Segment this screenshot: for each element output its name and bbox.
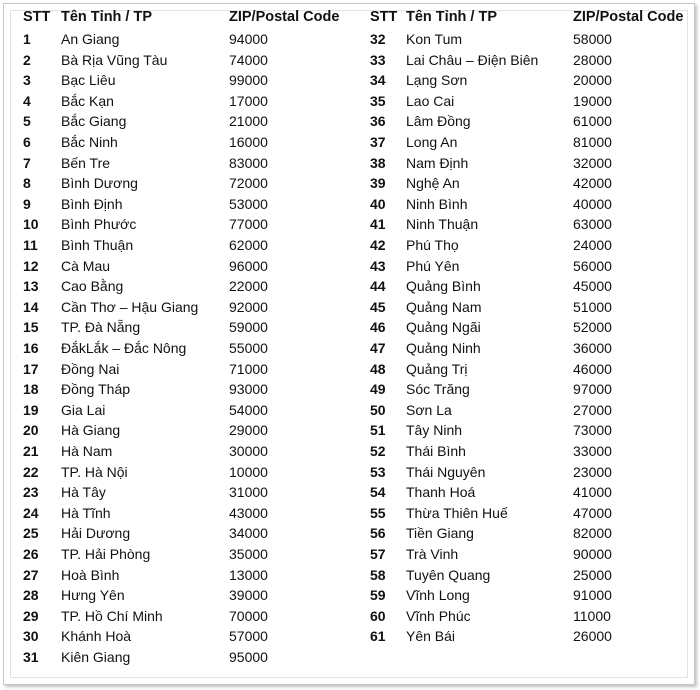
province-name: Đồng Tháp [61, 381, 131, 398]
postal-code: 83000 [229, 154, 268, 171]
province-name: Tiền Giang [406, 525, 474, 542]
postal-code: 45000 [573, 278, 612, 295]
row-number: 13 [23, 278, 39, 295]
province-name: Nam Định [406, 154, 469, 171]
postal-code: 73000 [573, 422, 612, 439]
postal-code: 55000 [229, 340, 268, 356]
province-name: Bà Rịa Vũng Tàu [61, 51, 168, 68]
row-number: 7 [23, 154, 31, 171]
province-name: Thừa Thiên Huế [406, 504, 508, 521]
row-number: 35 [370, 92, 386, 109]
postal-code: 53000 [229, 195, 268, 212]
province-name: Hải Dương [61, 525, 131, 542]
row-number: 27 [23, 566, 39, 583]
row-number: 23 [23, 484, 39, 501]
postal-code: 63000 [573, 216, 612, 233]
province-name: Bình Phước [61, 216, 137, 233]
row-number: 12 [23, 257, 39, 274]
postal-code: 82000 [573, 525, 612, 542]
header-zip-right: ZIP/Postal Code [573, 9, 684, 25]
postal-code: 23000 [573, 463, 612, 480]
header-name-right: Tên Tỉnh / TP [406, 9, 498, 25]
row-number: 6 [23, 134, 31, 150]
province-name: Yên Bái [406, 628, 456, 645]
postal-code: 17000 [229, 92, 268, 109]
province-name: Bến Tre [61, 154, 111, 171]
province-name: Nghệ An [406, 175, 460, 192]
province-name: Lâm Đồng [406, 113, 471, 130]
province-name: Phú Thọ [406, 237, 459, 253]
province-name: Ninh Thuận [406, 216, 479, 233]
row-number: 56 [370, 525, 386, 542]
province-name: Lai Châu – Điện Biên [406, 51, 539, 68]
province-name: Vĩnh Long [406, 587, 470, 604]
row-number: 20 [23, 422, 39, 439]
postal-code: 11000 [573, 607, 611, 624]
postal-code: 32000 [573, 154, 612, 171]
row-number: 60 [370, 607, 386, 624]
row-number: 55 [370, 504, 386, 521]
row-number: 44 [370, 278, 386, 295]
province-name: TP. Hải Phòng [61, 546, 151, 562]
postal-code: 25000 [573, 566, 612, 583]
row-number: 2 [23, 51, 31, 68]
row-number: 48 [370, 360, 386, 377]
row-number: 15 [23, 319, 39, 336]
postal-code: 51000 [573, 298, 612, 315]
postal-code: 20000 [573, 72, 612, 89]
postal-code: 34000 [229, 525, 268, 542]
province-name: Hưng Yên [61, 587, 125, 604]
row-number: 53 [370, 463, 386, 480]
postal-code: 92000 [229, 298, 268, 315]
postal-code: 31000 [229, 484, 268, 501]
province-name: Cao Bằng [61, 278, 124, 295]
postal-code: 52000 [573, 319, 612, 336]
row-number: 58 [370, 566, 386, 583]
header-name-left: Tên Tỉnh / TP [61, 9, 153, 25]
province-name: ĐắkLắk – Đắc Nông [61, 340, 187, 356]
postal-code: 30000 [229, 443, 268, 459]
row-number: 29 [23, 607, 39, 624]
row-number: 41 [370, 216, 386, 233]
row-number: 42 [370, 237, 386, 253]
postal-code: 27000 [573, 401, 612, 418]
province-name: Cà Mau [61, 257, 111, 274]
row-number: 25 [23, 525, 39, 542]
row-number: 10 [23, 216, 39, 233]
province-name: Quảng Trị [406, 360, 468, 377]
province-name: Gia Lai [61, 401, 106, 418]
postal-code: 58000 [573, 31, 612, 47]
province-name: Bình Dương [61, 175, 138, 192]
province-name: Thái Nguyên [406, 463, 486, 480]
row-number: 51 [370, 422, 386, 439]
postal-code: 96000 [229, 257, 268, 274]
province-name: Lao Cai [406, 92, 455, 109]
province-name: Vĩnh Phúc [406, 607, 471, 624]
postal-code: 93000 [229, 381, 268, 398]
postal-code: 26000 [573, 628, 612, 645]
province-name: Bắc Kạn [61, 92, 114, 109]
province-name: Kon Tum [406, 31, 463, 47]
row-number: 52 [370, 443, 386, 459]
row-number: 3 [23, 72, 31, 89]
postal-code: 56000 [573, 257, 612, 274]
row-number: 26 [23, 546, 39, 562]
province-name: Sơn La [406, 401, 452, 418]
row-number: 30 [23, 628, 39, 645]
header-zip-left: ZIP/Postal Code [229, 9, 340, 25]
province-name: Đồng Nai [61, 360, 120, 377]
postal-code: 72000 [229, 175, 268, 192]
row-number: 49 [370, 381, 386, 398]
row-number: 14 [23, 298, 39, 315]
header-stt-right: STT [370, 9, 398, 25]
postal-code: 81000 [573, 134, 612, 150]
row-number: 5 [23, 113, 31, 130]
province-name: Long An [406, 134, 458, 150]
province-name: Tuyên Quang [406, 566, 491, 583]
row-number: 39 [370, 175, 386, 192]
postal-code: 42000 [573, 175, 612, 192]
postal-code: 16000 [229, 134, 268, 150]
row-number: 11 [23, 237, 38, 253]
province-name: TP. Hồ Chí Minh [61, 607, 163, 624]
province-name: Hoà Bình [61, 566, 120, 583]
postal-code: 99000 [229, 72, 268, 89]
province-name: Ninh Bình [406, 195, 468, 212]
postal-code: 74000 [229, 51, 268, 68]
row-number: 57 [370, 546, 386, 562]
province-name: Hà Tĩnh [61, 504, 111, 521]
row-number: 21 [23, 443, 39, 459]
row-number: 38 [370, 154, 386, 171]
province-name: Kiên Giang [61, 649, 131, 665]
province-name: Phú Yên [406, 257, 460, 274]
postal-code: 41000 [573, 484, 612, 501]
row-number: 59 [370, 587, 386, 604]
postal-code: 91000 [573, 587, 612, 604]
row-number: 36 [370, 113, 386, 130]
row-number: 9 [23, 195, 31, 212]
province-name: Quảng Nam [406, 298, 482, 315]
postal-code: 36000 [573, 340, 612, 356]
postal-code: 19000 [573, 92, 612, 109]
province-name: Quảng Ninh [406, 340, 481, 356]
province-name: Hà Nam [61, 443, 113, 459]
postal-code: 43000 [229, 504, 268, 521]
row-number: 17 [23, 360, 39, 377]
province-name: Bình Định [61, 195, 123, 212]
province-name: Trà Vinh [406, 546, 459, 562]
row-number: 22 [23, 463, 39, 480]
row-number: 46 [370, 319, 386, 336]
row-number: 8 [23, 175, 31, 192]
province-name: Bình Thuận [61, 237, 134, 253]
postal-code: 10000 [229, 463, 268, 480]
province-name: TP. Hà Nội [61, 463, 128, 480]
postal-code: 54000 [229, 401, 268, 418]
postal-code: 46000 [573, 360, 612, 377]
province-name: Thanh Hoá [406, 484, 476, 501]
postal-code: 94000 [229, 31, 268, 47]
postal-code: 90000 [573, 546, 612, 562]
row-number: 28 [23, 587, 39, 604]
province-name: An Giang [61, 31, 120, 47]
row-number: 54 [370, 484, 386, 501]
header-stt-left: STT [23, 9, 51, 25]
row-number: 24 [23, 504, 39, 521]
postal-code: 21000 [229, 113, 268, 130]
postal-code: 33000 [573, 443, 612, 459]
province-name: Thái Bình [406, 443, 466, 459]
row-number: 47 [370, 340, 386, 356]
province-name: Quảng Bình [406, 278, 481, 295]
province-name: Bạc Liêu [61, 72, 116, 89]
province-name: Hà Giang [61, 422, 121, 439]
postal-code: 22000 [229, 278, 268, 295]
postal-code: 62000 [229, 237, 268, 253]
province-name: Bắc Ninh [61, 134, 118, 150]
province-name: Khánh Hoà [61, 628, 132, 645]
postal-code: 77000 [229, 216, 268, 233]
row-number: 43 [370, 257, 386, 274]
row-number: 32 [370, 31, 386, 47]
row-number: 33 [370, 51, 386, 68]
row-number: 19 [23, 401, 39, 418]
province-name: Lạng Sơn [406, 72, 468, 89]
row-number: 50 [370, 401, 386, 418]
postal-code: 61000 [573, 113, 612, 130]
row-number: 16 [23, 340, 39, 356]
row-number: 1 [23, 31, 31, 47]
row-number: 4 [23, 92, 31, 109]
province-name: Hà Tây [61, 484, 106, 501]
row-number: 34 [370, 72, 386, 89]
province-name: Bắc Giang [61, 113, 127, 130]
postal-code: 24000 [573, 237, 612, 253]
postal-code: 71000 [229, 360, 268, 377]
postal-code: 13000 [229, 566, 268, 583]
province-name: Sóc Trăng [406, 381, 470, 398]
postal-code: 29000 [229, 422, 268, 439]
province-name: Quảng Ngãi [406, 319, 481, 336]
postal-code: 59000 [229, 319, 268, 336]
row-number: 31 [23, 649, 39, 665]
province-name: TP. Đà Nẵng [61, 319, 141, 336]
row-number: 45 [370, 298, 386, 315]
postal-code: 28000 [573, 51, 612, 68]
postal-code: 57000 [229, 628, 268, 645]
row-number: 61 [370, 628, 386, 645]
province-name: Tây Ninh [406, 422, 463, 439]
province-name: Cần Thơ – Hậu Giang [61, 298, 199, 315]
postal-code: 95000 [229, 649, 268, 665]
row-number: 37 [370, 134, 386, 150]
row-number: 40 [370, 195, 386, 212]
postal-code: 47000 [573, 504, 612, 521]
postal-code: 70000 [229, 607, 268, 624]
postal-code: 39000 [229, 587, 268, 604]
row-number: 18 [23, 381, 39, 398]
postal-code: 40000 [573, 195, 612, 212]
postal-code: 35000 [229, 546, 268, 562]
postal-code: 97000 [573, 381, 612, 398]
